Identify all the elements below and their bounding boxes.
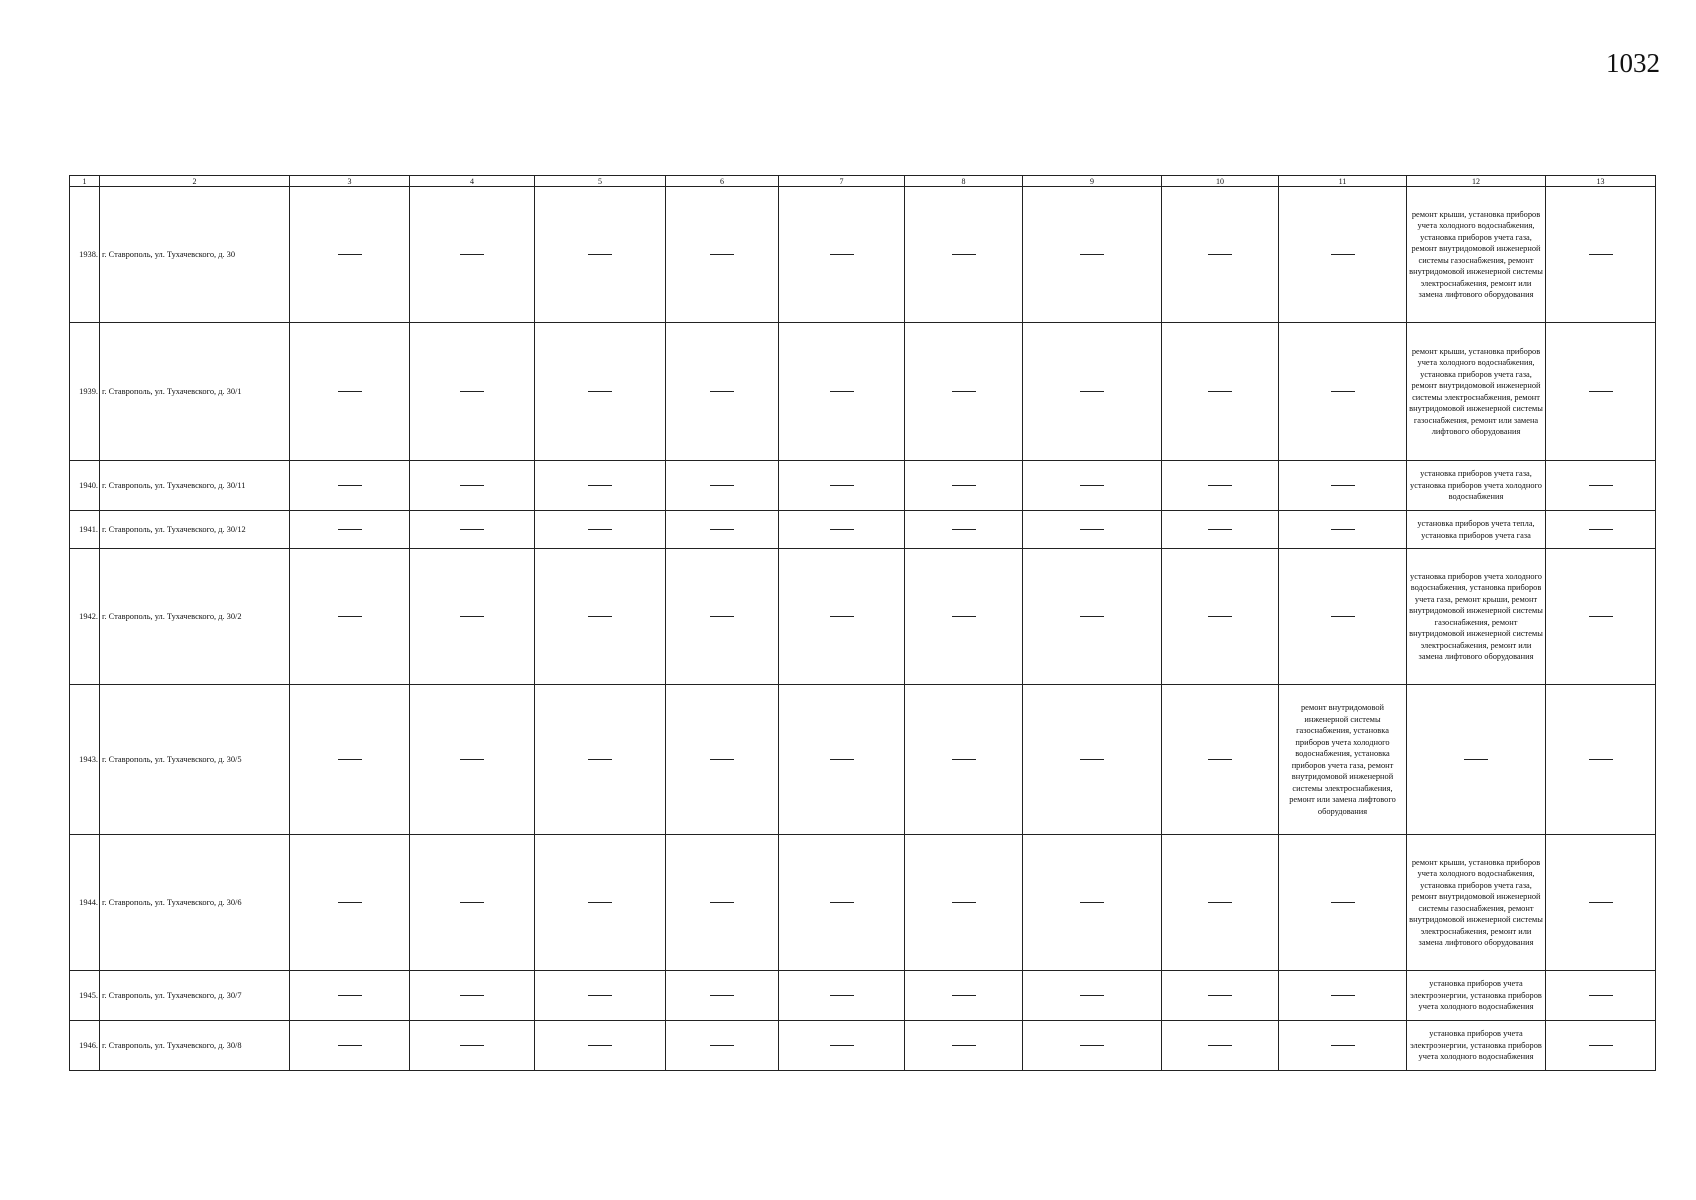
empty-cell [1162,685,1279,835]
empty-cell [410,1021,535,1071]
empty-cell [1279,835,1407,971]
empty-cell [290,187,410,323]
dash-mark [588,902,612,903]
empty-cell [1546,971,1656,1021]
table-row [70,685,1656,835]
empty-cell [410,971,535,1021]
empty-cell [1279,511,1407,549]
dash-mark [830,616,854,617]
dash-mark [460,759,484,760]
dash-mark [460,391,484,392]
dash-mark [1331,254,1355,255]
dash-mark [1331,529,1355,530]
dash-mark [952,1045,976,1046]
empty-cell [535,511,666,549]
dash-mark [460,529,484,530]
dash-mark [588,1045,612,1046]
empty-cell [1546,187,1656,323]
dash-mark [710,616,734,617]
dash-mark [830,391,854,392]
empty-cell [905,549,1023,685]
empty-cell [1023,323,1162,461]
empty-cell [535,187,666,323]
table-row [70,461,1656,511]
dash-mark [338,759,362,760]
dash-mark [1080,902,1104,903]
empty-cell [290,461,410,511]
dash-mark [1080,485,1104,486]
dash-mark [338,1045,362,1046]
column-number-row [70,176,1656,187]
column-header: 6 [666,176,779,187]
empty-cell [905,323,1023,461]
dash-mark [588,254,612,255]
dash-mark [1080,254,1104,255]
row-number: 1944. [70,835,100,971]
works-description: установка приборов учета электроэнергии, установка приборов учета холодного водоснабжения [1407,1021,1546,1071]
dash-mark [338,391,362,392]
address-cell: г. Ставрополь, ул. Тухачевского, д. 30/8 [100,1021,290,1071]
empty-cell [535,1021,666,1071]
empty-cell [1023,187,1162,323]
empty-cell [1162,1021,1279,1071]
dash-mark [588,759,612,760]
works-description: ремонт крыши, установка приборов учета холодного водоснабжения, установка приборов учета газа, ремонт внутридомовой инженерной системы электроснабжения, ремонт внутридомовой инженерной системы газоснабжения, ремонт или замена лифтового оборудования [1407,323,1546,461]
dash-mark [952,902,976,903]
empty-cell [290,971,410,1021]
empty-cell [410,323,535,461]
table-row [70,323,1656,461]
dash-mark [1080,616,1104,617]
empty-cell [1546,461,1656,511]
empty-cell [779,461,905,511]
empty-cell [535,685,666,835]
empty-cell [666,685,779,835]
dash-mark [1208,902,1232,903]
empty-cell [666,323,779,461]
column-header: 7 [779,176,905,187]
empty-cell [905,187,1023,323]
empty-cell [779,187,905,323]
row-number: 1946. [70,1021,100,1071]
dash-mark [830,1045,854,1046]
empty-cell [1023,1021,1162,1071]
dash-mark [1589,995,1613,996]
dash-mark [710,759,734,760]
column-header: 4 [410,176,535,187]
dash-mark [710,902,734,903]
dash-mark [952,485,976,486]
dash-mark [1208,995,1232,996]
empty-cell [1546,323,1656,461]
empty-cell [1162,971,1279,1021]
dash-mark [1080,529,1104,530]
empty-cell [1162,187,1279,323]
empty-cell [1279,549,1407,685]
dash-mark [830,995,854,996]
table-row [70,511,1656,549]
dash-mark [830,759,854,760]
empty-cell [535,323,666,461]
table-row [70,971,1656,1021]
empty-cell [410,685,535,835]
empty-cell [1023,549,1162,685]
row-number: 1941. [70,511,100,549]
empty-cell [1162,323,1279,461]
dash-mark [338,616,362,617]
works-description: установка приборов учета электроэнергии, установка приборов учета холодного водоснабжения [1407,971,1546,1021]
dash-mark [1589,759,1613,760]
dash-mark [460,1045,484,1046]
address-cell: г. Ставрополь, ул. Тухачевского, д. 30/5 [100,685,290,835]
dash-mark [710,391,734,392]
column-header: 1 [70,176,100,187]
table-row [70,835,1656,971]
empty-cell [1023,685,1162,835]
page-number: 1032 [1606,48,1660,78]
dash-mark [338,485,362,486]
dash-mark [952,254,976,255]
address-cell: г. Ставрополь, ул. Тухачевского, д. 30/12 [100,511,290,549]
table-body [70,187,1656,1071]
empty-cell [666,187,779,323]
dash-mark [710,485,734,486]
row-number: 1942. [70,549,100,685]
dash-mark [1208,391,1232,392]
dash-mark [952,995,976,996]
dash-mark [1589,391,1613,392]
empty-cell [1162,835,1279,971]
dash-mark [1331,485,1355,486]
dash-mark [460,254,484,255]
dash-mark [460,485,484,486]
dash-mark [952,391,976,392]
works-description: ремонт внутридомовой инженерной системы газоснабжения, установка приборов учета холодного водоснабжения, установка приборов учета газа, ремонт внутридомовой инженерной системы электроснабжения, ремонт или замена лифтового оборудования [1279,685,1407,835]
address-cell: г. Ставрополь, ул. Тухачевского, д. 30/7 [100,971,290,1021]
dash-mark [1080,1045,1104,1046]
dash-mark [1080,759,1104,760]
empty-cell [779,685,905,835]
dash-mark [1208,485,1232,486]
dash-mark [830,254,854,255]
dash-mark [830,902,854,903]
empty-cell [410,511,535,549]
works-table [69,175,1656,1071]
column-header: 9 [1023,176,1162,187]
dash-mark [588,391,612,392]
dash-mark [952,529,976,530]
empty-cell [290,1021,410,1071]
empty-cell [779,511,905,549]
empty-cell [1407,685,1546,835]
column-header: 10 [1162,176,1279,187]
dash-mark [338,995,362,996]
empty-cell [1279,1021,1407,1071]
empty-cell [905,685,1023,835]
dash-mark [1331,391,1355,392]
empty-cell [535,461,666,511]
dash-mark [1589,616,1613,617]
table-row [70,1021,1656,1071]
empty-cell [1279,323,1407,461]
empty-cell [1023,461,1162,511]
empty-cell [1546,685,1656,835]
dash-mark [588,529,612,530]
dash-mark [952,759,976,760]
dash-mark [1589,485,1613,486]
empty-cell [1546,549,1656,685]
empty-cell [905,511,1023,549]
empty-cell [666,971,779,1021]
row-number: 1945. [70,971,100,1021]
empty-cell [666,461,779,511]
works-description: установка приборов учета тепла, установка приборов учета газа [1407,511,1546,549]
table-row [70,549,1656,685]
column-header: 12 [1407,176,1546,187]
column-header: 3 [290,176,410,187]
dash-mark [588,616,612,617]
column-header: 11 [1279,176,1407,187]
dash-mark [588,995,612,996]
empty-cell [535,835,666,971]
empty-cell [535,549,666,685]
empty-cell [905,971,1023,1021]
dash-mark [338,254,362,255]
dash-mark [1080,995,1104,996]
works-description: ремонт крыши, установка приборов учета холодного водоснабжения, установка приборов учета газа, ремонт внутридомовой инженерной системы газоснабжения, ремонт внутридомовой инженерной системы электроснабжения, ремонт или замена лифтового оборудования [1407,835,1546,971]
empty-cell [666,1021,779,1071]
empty-cell [1162,511,1279,549]
dash-mark [830,485,854,486]
address-cell: г. Ставрополь, ул. Тухачевского, д. 30/6 [100,835,290,971]
empty-cell [905,1021,1023,1071]
row-number: 1943. [70,685,100,835]
dash-mark [460,995,484,996]
row-number: 1939. [70,323,100,461]
dash-mark [1208,759,1232,760]
dash-mark [1589,254,1613,255]
empty-cell [1162,461,1279,511]
table-row [70,187,1656,323]
dash-mark [710,1045,734,1046]
empty-cell [1023,511,1162,549]
empty-cell [410,549,535,685]
empty-cell [905,835,1023,971]
empty-cell [1023,971,1162,1021]
dash-mark [1208,254,1232,255]
dash-mark [1589,1045,1613,1046]
dash-mark [1589,902,1613,903]
dash-mark [1589,529,1613,530]
works-description: ремонт крыши, установка приборов учета холодного водоснабжения, установка приборов учета газа, ремонт внутридомовой инженерной системы газоснабжения, ремонт внутридомовой инженерной системы электроснабжения, ремонт или замена лифтового оборудования [1407,187,1546,323]
dash-mark [1208,616,1232,617]
row-number: 1938. [70,187,100,323]
empty-cell [1546,511,1656,549]
dash-mark [338,902,362,903]
works-description: установка приборов учета холодного водоснабжения, установка приборов учета газа, ремонт крыши, ремонт внутридомовой инженерной системы газоснабжения, ремонт внутридомовой инженерной системы электроснабжения, ремонт или замена лифтового оборудования [1407,549,1546,685]
address-cell: г. Ставрополь, ул. Тухачевского, д. 30 [100,187,290,323]
empty-cell [779,323,905,461]
column-header: 13 [1546,176,1656,187]
empty-cell [905,461,1023,511]
column-header: 8 [905,176,1023,187]
empty-cell [410,835,535,971]
empty-cell [779,971,905,1021]
dash-mark [1208,529,1232,530]
empty-cell [1546,1021,1656,1071]
empty-cell [290,323,410,461]
dash-mark [588,485,612,486]
dash-mark [1331,995,1355,996]
dash-mark [460,902,484,903]
dash-mark [710,995,734,996]
dash-mark [710,254,734,255]
column-header: 5 [535,176,666,187]
empty-cell [410,187,535,323]
dash-mark [830,529,854,530]
empty-cell [290,549,410,685]
empty-cell [666,511,779,549]
address-cell: г. Ставрополь, ул. Тухачевского, д. 30/1 [100,323,290,461]
empty-cell [535,971,666,1021]
dash-mark [1464,759,1488,760]
dash-mark [1331,1045,1355,1046]
dash-mark [710,529,734,530]
row-number: 1940. [70,461,100,511]
empty-cell [1162,549,1279,685]
empty-cell [779,835,905,971]
dash-mark [1331,616,1355,617]
address-cell: г. Ставрополь, ул. Тухачевского, д. 30/11 [100,461,290,511]
works-description: установка приборов учета газа, установка приборов учета холодного водоснабжения [1407,461,1546,511]
empty-cell [290,835,410,971]
address-cell: г. Ставрополь, ул. Тухачевского, д. 30/2 [100,549,290,685]
column-header: 2 [100,176,290,187]
empty-cell [1023,835,1162,971]
empty-cell [1279,187,1407,323]
dash-mark [1080,391,1104,392]
empty-cell [1279,971,1407,1021]
dash-mark [1208,1045,1232,1046]
empty-cell [1546,835,1656,971]
empty-cell [290,685,410,835]
empty-cell [290,511,410,549]
empty-cell [779,549,905,685]
empty-cell [666,835,779,971]
empty-cell [1279,461,1407,511]
dash-mark [460,616,484,617]
empty-cell [410,461,535,511]
empty-cell [779,1021,905,1071]
dash-mark [952,616,976,617]
dash-mark [338,529,362,530]
empty-cell [666,549,779,685]
dash-mark [1331,902,1355,903]
